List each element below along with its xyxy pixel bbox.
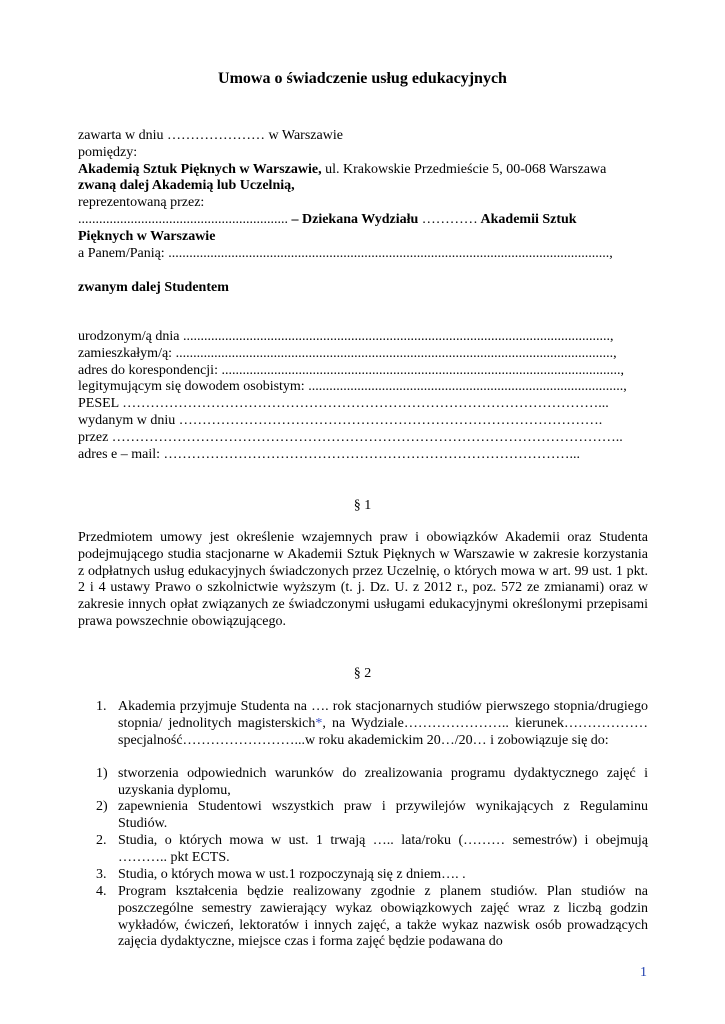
section-1-heading: § 1 — [353, 498, 372, 513]
footnote-star: * — [315, 715, 323, 731]
list-item — [96, 766, 648, 800]
section-2-heading: § 2 — [353, 666, 372, 681]
between-line: pomiędzy: — [78, 144, 138, 160]
item-text: zapewnienia Studentowi wszystkich praw i przywilejów wynikających z Regulaminu Studiów. — [118, 799, 648, 831]
field-email: adres e – mail: ……………………………………………………………………………... — [78, 446, 581, 462]
faculty-dots: ………… — [421, 211, 478, 227]
item-text: Studia, o których mowa w ust. 1 trwają ….. lata/roku (……… semestrów) i obejmują ……….. pkt ECTS. — [118, 833, 648, 865]
item-number: 4. — [96, 884, 107, 899]
academy-address: ul. Krakowskie Przedmieście 5, 00-068 Warszawa — [321, 161, 607, 177]
dean-label: – Dziekana Wydziału — [288, 211, 422, 227]
item-number: 1. — [96, 699, 107, 714]
list-item — [96, 884, 648, 951]
student-name-line: a Panem/Panią: .............................................................................................................................., — [78, 245, 613, 261]
academy-label-cont: Pięknych w Warszawie — [78, 228, 216, 244]
document-title: Umowa o świadczenie usług edukacyjnych — [218, 70, 507, 87]
contract-parties — [78, 128, 648, 262]
item-number: 1) — [96, 766, 108, 781]
list-item — [96, 867, 648, 884]
list-item — [96, 833, 648, 867]
field-issued-date: wydanym w dniu ………………………………………………………………………………. — [78, 412, 603, 428]
academy-alias: zwaną dalej Akademią lub Uczelnią, — [78, 178, 295, 194]
item-number: 3. — [96, 867, 107, 882]
item-text-part-a: Akademia przyjmuje Studenta na …. rok stacjonarnych studiów pierwszego stopnia/drugiego stopnia/ jednolitych magisterskich — [118, 699, 648, 731]
item-number: 2) — [96, 799, 108, 814]
student-label: zwanym dalej Studentem — [78, 280, 229, 295]
student-fields — [78, 329, 648, 463]
field-issued-by: przez ……………………………………………………………………………………………….. — [78, 429, 623, 445]
list-item — [96, 699, 648, 749]
field-correspondence: adres do korespondencji: .................................................................................................................., — [78, 362, 624, 378]
academy-line — [78, 162, 648, 179]
academy-name: Akademią Sztuk Pięknych w Warszawie, — [78, 161, 322, 177]
representative-dots: ............................................................ — [78, 211, 288, 227]
academy-label: Akademii Sztuk — [477, 211, 577, 227]
field-pesel: PESEL …………………………………………………………………………………………... — [78, 396, 609, 412]
page-number: 1 — [640, 965, 647, 980]
section-1-text: Przedmiotem umowy jest określenie wzajemnych praw i obowiązków Akademii oraz Studenta podejmującego studia stacjonarne w Akademii Sztuk Pięknych w Warszawie w zakresie korzystania z odpłatnych usług edukacyjnych świadczonych przez Uczelnię, o których mowa w art. 99 ust. 1 pkt. 2 i 4 ustawy Prawo o szkolnictwie wyższym (t. j. Dz. U. z 2012 r., poz. 572 ze zmianami) oraz w zakresie innych opłat związanych ze świadczonymi usługami edukacyjnymi określonymi przepisami prawa powszechnie obowiązującego. — [78, 530, 648, 629]
field-residence: zamieszkałym/ą: ............................................................................................................................., — [78, 345, 617, 361]
item-number: 2. — [96, 833, 107, 848]
field-birth-date: urodzonym/ą dnia .........................................................................................................................., — [78, 329, 614, 344]
representative-line — [78, 212, 648, 229]
item-text-part-b: , na Wydziale………………….. kierunek………………specjalność……………………...w roku akademickim 20…/20… i zobowiązuje się do: — [118, 715, 649, 748]
contract-date-line: zawarta w dniu ………………… w Warszawie — [78, 128, 343, 143]
item-text: Program kształcenia będzie realizowany zgodnie z planem studiów. Plan studiów na poszczególne semestry zawierający wykaz obowiązkowych zajęć wraz z liczbą godzin wykładów, ćwiczeń, lektoratów i innych zajęć, a także wykaz nazwisk osób prowadzących zajęcia dydaktyczne, miejsce czas i forma zajęć będzie podawana do — [118, 884, 648, 950]
item-text — [118, 699, 648, 749]
list-item — [96, 799, 648, 833]
item-text: Studia, o których mowa w ust.1 rozpoczynają się z dniem…. . — [118, 867, 466, 882]
item-text: stworzenia odpowiednich warunków do zrealizowania programu dydaktycznego zajęć i uzyskania dyplomu, — [118, 766, 648, 798]
field-id-card: legitymującym się dowodem osobistym: .........................................................................................., — [78, 379, 627, 395]
represented-by: reprezentowaną przez: — [78, 195, 205, 211]
